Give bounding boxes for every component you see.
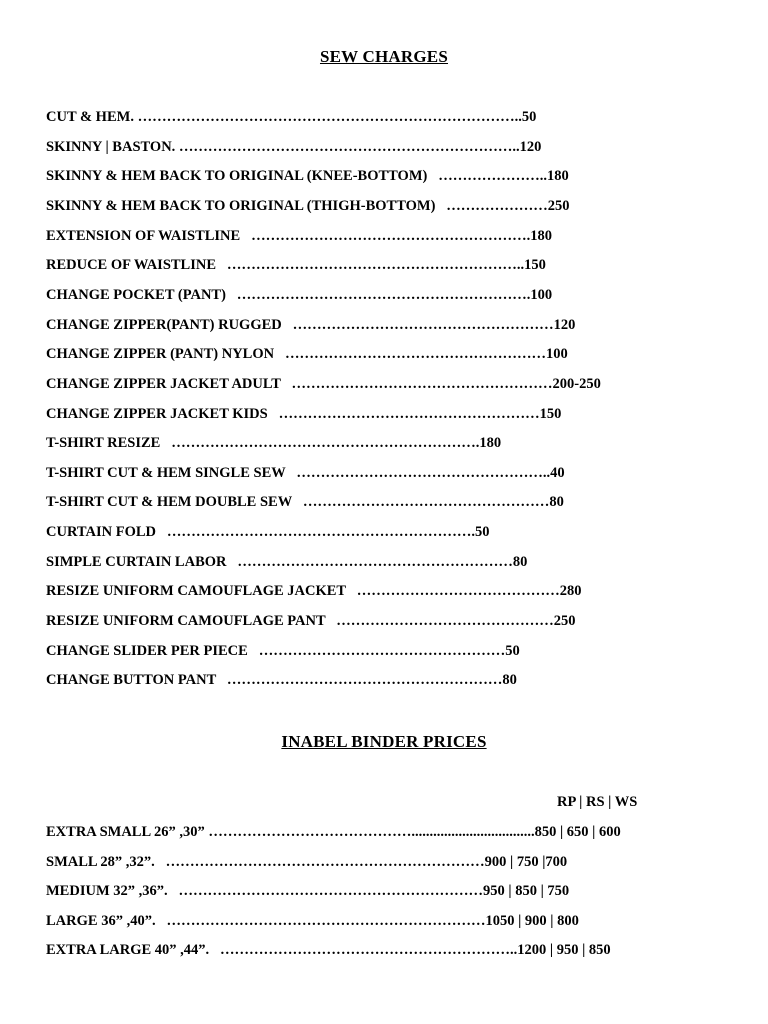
price-row-leader: …………………………………………….. xyxy=(285,464,551,481)
price-row-leader: …………………………………….................................. xyxy=(204,824,535,840)
price-row-leader: …………………………………………………. xyxy=(240,227,531,244)
price-row-leader: ………………………………………………… xyxy=(226,553,513,570)
price-row xyxy=(46,882,569,900)
price-row-leader: …………………………………………… xyxy=(247,642,506,659)
price-row-leader: ……………………………………………… xyxy=(267,405,540,422)
price-row-label: SIMPLE CURTAIN LABOR xyxy=(46,553,227,570)
price-row-leader: …………………………………………………….. xyxy=(209,942,518,959)
price-row-price: 950 | 850 | 750 xyxy=(483,883,570,900)
price-row-leader: ………………………………………………………. xyxy=(160,435,480,452)
price-row-price: 250 xyxy=(547,197,570,214)
price-row-price: 280 xyxy=(559,583,582,600)
price-row-label: CUT & HEM. xyxy=(46,109,134,125)
price-row-leader: ………………… xyxy=(435,197,548,214)
price-row xyxy=(46,823,621,841)
price-row-leader: ……………………………………………… xyxy=(274,346,546,363)
price-row-price: 900 | 750 |700 xyxy=(484,853,568,870)
price-row-label: CHANGE ZIPPER (PANT) NYLON xyxy=(46,346,275,363)
price-row-label: T-SHIRT RESIZE xyxy=(46,435,161,452)
price-row-label: EXTRA LARGE 40” ,44”. xyxy=(46,942,210,959)
price-row-leader: ………………………………………………… xyxy=(216,672,503,689)
price-row xyxy=(46,405,561,423)
price-row-label: CHANGE ZIPPER JACKET KIDS xyxy=(46,405,268,422)
price-row xyxy=(46,375,601,393)
price-row-label: REDUCE OF WAISTLINE xyxy=(46,257,217,274)
price-row-leader: …………………………………………………………….. xyxy=(175,138,520,155)
price-row-leader: ………………….. xyxy=(427,168,547,185)
price-row xyxy=(46,553,527,571)
price-row-label: SMALL 28” ,32”. xyxy=(46,853,155,870)
price-row-price: 120 xyxy=(553,316,576,333)
price-row-label: MEDIUM 32” ,36”. xyxy=(46,883,168,900)
price-row-label: CHANGE ZIPPER(PANT) RUGGED xyxy=(46,316,282,333)
price-row-label: CHANGE SLIDER PER PIECE xyxy=(46,642,248,659)
binder-prices-title: INABEL BINDER PRICES xyxy=(281,732,487,751)
price-row-label: SKINNY & HEM BACK TO ORIGINAL (THIGH-BOTTOM) xyxy=(46,197,436,214)
price-row-price: 180 xyxy=(479,435,502,452)
price-row xyxy=(46,197,570,215)
price-row-label: CHANGE POCKET (PANT) xyxy=(46,286,226,303)
price-row-price: 100 xyxy=(545,346,568,363)
price-row-label: CURTAIN FOLD xyxy=(46,524,156,541)
price-row-price: 50 xyxy=(475,524,490,541)
price-row xyxy=(46,108,536,126)
price-row xyxy=(46,493,564,511)
price-row-leader: …………………………………………… xyxy=(291,494,550,511)
price-row xyxy=(46,316,575,334)
price-row-leader: …………………………………………………….. xyxy=(216,257,525,274)
price-row-leader: ………………………………………………………… xyxy=(154,853,485,870)
price-row-label: T-SHIRT CUT & HEM DOUBLE SEW xyxy=(46,494,292,511)
price-row-price: 40 xyxy=(550,464,565,481)
price-row-leader: ……………………………………………………… xyxy=(167,883,484,900)
price-row-price: 80 xyxy=(512,553,528,570)
price-row-price: 180 xyxy=(530,227,552,244)
price-row-price: 80 xyxy=(502,672,517,689)
price-row-label: T-SHIRT CUT & HEM SINGLE SEW xyxy=(46,464,286,481)
price-row-price: 1050 | 900 | 800 xyxy=(485,912,579,929)
price-row-label: SKINNY & HEM BACK TO ORIGINAL (KNEE-BOTTOM) xyxy=(46,168,428,185)
price-row xyxy=(46,256,546,274)
price-row-price: 50 xyxy=(521,109,537,125)
price-row-leader: ………………………………………………………… xyxy=(155,912,486,929)
price-row-price: 80 xyxy=(549,494,564,511)
price-row-leader: …………………………………… xyxy=(345,583,560,600)
price-row-label: RESIZE UNIFORM CAMOUFLAGE JACKET xyxy=(46,583,346,600)
price-row-leader: …………………………………………………………………….. xyxy=(133,109,522,125)
price-row-price: 250 xyxy=(553,613,576,630)
price-row xyxy=(46,464,565,482)
price-row xyxy=(46,941,611,959)
price-row xyxy=(46,138,541,156)
price-row-price: 150 xyxy=(539,405,562,422)
price-row xyxy=(46,671,517,689)
price-row-label: RESIZE UNIFORM CAMOUFLAGE PANT xyxy=(46,613,326,630)
price-row xyxy=(46,853,567,871)
price-row-label: CHANGE BUTTON PANT xyxy=(46,672,216,689)
price-row-price: 50 xyxy=(505,642,520,659)
price-row xyxy=(46,286,552,304)
price-row-label: EXTENSION OF WAISTLINE xyxy=(46,227,241,244)
price-row xyxy=(46,642,520,660)
price-row-price: 180 xyxy=(546,168,569,185)
price-row xyxy=(46,227,552,245)
sew-charges-title: SEW CHARGES xyxy=(319,47,448,66)
price-row-price: 850 | 650 | 600 xyxy=(534,824,621,840)
price-row-price: 100 xyxy=(530,286,553,303)
price-row xyxy=(46,345,568,363)
price-row-price: 120 xyxy=(519,138,542,155)
price-row xyxy=(46,912,579,930)
price-row xyxy=(46,434,501,452)
price-row-label: EXTRA SMALL 26” ,30” xyxy=(46,824,205,840)
price-row xyxy=(46,167,569,185)
price-row-leader: ………………………………………………………. xyxy=(156,524,475,541)
price-row xyxy=(46,582,581,600)
price-row-price: 200-250 xyxy=(552,375,601,392)
price-row-label: LARGE 36” ,40”. xyxy=(46,912,156,929)
binder-price-columns-header: RP | RS | WS xyxy=(557,794,638,810)
price-row-price: 1200 | 950 | 850 xyxy=(517,942,611,959)
price-row-price: 150 xyxy=(524,257,546,274)
price-row-leader: ……………………………………………… xyxy=(281,316,554,333)
price-row xyxy=(46,523,490,541)
price-row-leader: ……………………………………………… xyxy=(280,375,553,392)
price-row xyxy=(46,612,576,630)
price-row-label: CHANGE ZIPPER JACKET ADULT xyxy=(46,375,281,392)
price-row-label: SKINNY | BASTON. xyxy=(46,138,176,155)
price-row-leader: ……………………………………… xyxy=(325,613,554,630)
price-row-leader: ……………………………………………………. xyxy=(225,286,531,303)
